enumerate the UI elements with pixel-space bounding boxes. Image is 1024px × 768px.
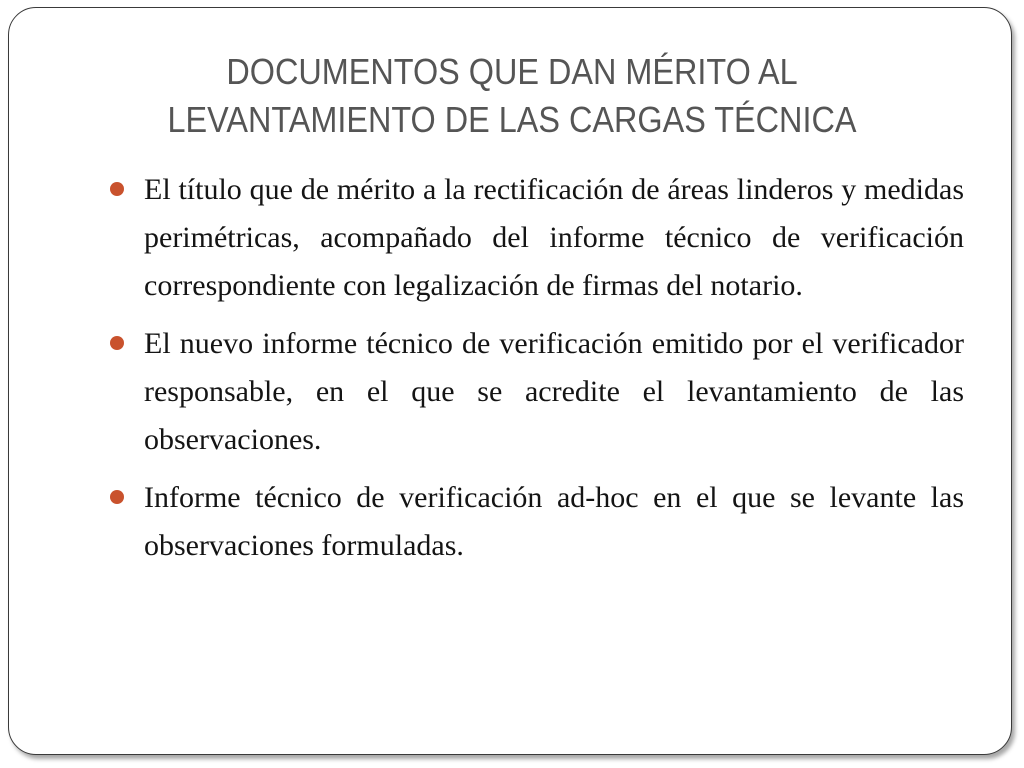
bullet-text: El título que de mérito a la rectificación de áreas linderos y medidas perimétricas, acompañado del informe técnico de verificación correspondiente con legalización de firmas del notario. [144, 173, 964, 302]
bullet-item [110, 474, 964, 570]
bullet-item [110, 320, 964, 464]
bullet-dot-icon [110, 490, 124, 504]
bullet-dot-icon [110, 182, 124, 196]
bullet-text: Informe técnico de verificación ad-hoc en el que se levante las observaciones formuladas. [144, 481, 964, 562]
title-line-1: DOCUMENTOS QUE DAN MÉRITO AL [226, 51, 798, 92]
bullet-dot-icon [110, 336, 124, 350]
bullet-list [110, 166, 964, 580]
bullet-item [110, 166, 964, 310]
bullet-text: El nuevo informe técnico de verificación emitido por el verificador responsable, en el que se acredite el levantamiento de las observaciones. [144, 327, 964, 456]
title-line-2: LEVANTAMIENTO DE LAS CARGAS TÉCNICA [167, 99, 857, 140]
slide-title [105, 48, 919, 144]
